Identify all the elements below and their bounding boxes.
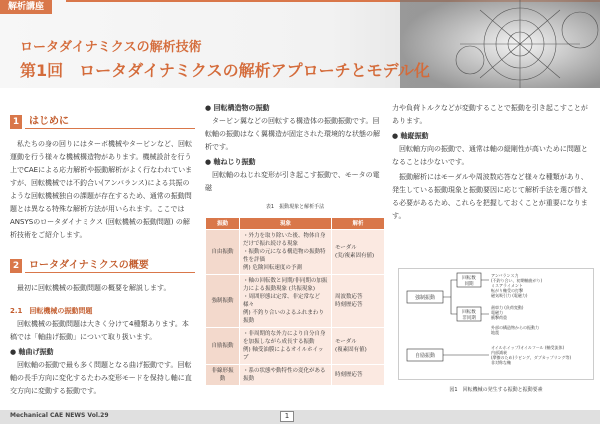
self-label: 自励振動: [414, 353, 436, 359]
subsection-paragraph: 回転機械の振動問題は大きく分けて4種類あります。本稿では「軸曲げ振動」について取り扱います。: [10, 320, 189, 341]
bending-paragraph: 回転軸の振動で最も多く問題となる曲げ振動です。回転軸の長手方向に変化するたわみ変形モードを保持し軸に直交方向に変動する振動です。: [10, 361, 192, 395]
rotating-structure-paragraph: タービン翼などの回転する構造体の振動振動です。回転軸の振動はなく翼構造が固定された環境的な状態の解析です。: [205, 117, 380, 151]
table-cell-method: モーダル (複素固有値): [332, 328, 385, 365]
async-item: 衝撃荷重: [491, 315, 507, 320]
subsection-title: 2.1 回転機械の振動問題: [10, 307, 93, 315]
table-caption: 表1 振動現象と解析手法: [265, 204, 325, 210]
column-middle: [205, 102, 385, 386]
table-cell-method: 周波数応答 時刻歴応答: [332, 275, 385, 328]
table-row: [206, 275, 385, 328]
table-cell-type: 非線形振動: [206, 365, 240, 386]
overview-paragraph: 最初に回転機械の振動問題の概要を解説します。: [17, 284, 171, 292]
table-row: [206, 365, 385, 386]
sync-label: 同期: [464, 282, 474, 287]
section-number: 1: [10, 115, 22, 129]
table-header: 解析: [332, 218, 385, 230]
table-cell-type: 自由振動: [206, 230, 240, 275]
publication-title: Mechanical CAE NEWS Vol.29: [10, 412, 109, 419]
section-heading-1: [10, 114, 195, 130]
table-cell-method: モーダル (実/複素固有値): [332, 230, 385, 275]
section-number: 2: [10, 259, 22, 273]
sync-item: 転がり軸受の打撃: [491, 288, 523, 293]
rot-label: 回転数: [462, 310, 476, 315]
category-tag: 解析講座: [0, 0, 52, 14]
table-header: 現象: [240, 218, 332, 230]
table-cell-desc: ・外力を取り除いた後、物体自身だけで振れ続ける現象 ・振動の元になる構造物の振動特性を評価 例) 危険回転速度の予測: [240, 230, 332, 275]
table-row: [206, 328, 385, 365]
async-label: 非同期: [462, 316, 476, 321]
table-cell-method: 時刻歴応答: [332, 365, 385, 386]
async-item: 電磁力: [491, 310, 503, 315]
sync-item: ミスアライメント: [491, 283, 523, 288]
analysis-paragraph: 振動解析にはモーダルや周波数応答など様々な種類があり、発生している振動現象と振動要因に応じて解析手法を選び替える必要があるため、これらを把握しておくことが重要になります。: [392, 173, 588, 220]
axial-paragraph: 回転軸方向の振動で、通常は軸の縦剛性が高いために問題となることは少ないです。: [392, 145, 588, 166]
section-heading-2: [10, 258, 195, 274]
forced-label: 強制振動: [414, 295, 436, 301]
async-item: 地震: [491, 330, 499, 335]
page-number: 1: [280, 411, 294, 422]
article-header: [0, 0, 600, 88]
diagram-canvas: [399, 269, 595, 381]
table-header: 振動: [206, 218, 240, 230]
section-title: ロータダイナミクスの概要: [25, 259, 195, 273]
bullet-heading: ● 回転構造物の振動: [205, 104, 270, 112]
vibration-diagram: [398, 268, 594, 380]
bullet-heading: ● 軸曲げ振動: [10, 348, 54, 356]
figure-caption: 図1 回転機械の発生する振動と振動要素: [449, 387, 543, 393]
self-item: 非対称な軸: [491, 360, 511, 365]
bullet-heading: ● 軸ねじり振動: [205, 158, 256, 166]
table-cell-desc: ・系の状態や動特性の変化がある振動: [240, 365, 332, 386]
sync-item: 磁気吸引力 (電磁力): [491, 293, 528, 298]
bullet-heading: ● 軸縦振動: [392, 132, 429, 140]
self-item: 内部減衰: [491, 350, 507, 355]
table-cell-type: 自励振動: [206, 328, 240, 365]
table-row: [206, 230, 385, 275]
section-title: はじめに: [25, 115, 195, 129]
vibration-table: [205, 217, 385, 386]
header-decoration-graphic: [400, 0, 600, 88]
page-footer: [0, 410, 600, 424]
self-item: (摩擦のため)ラビング、ダブカップリング等): [491, 355, 572, 360]
column-right: [392, 102, 592, 225]
table-cell-desc: ・軸の回転数と同期/非同期の加振力による振動現象 (共振現象) ・周囲形態は定常、非定常など様々 例) 不釣り合いのよるふれまわり振動: [240, 275, 332, 328]
column-left: [10, 102, 195, 400]
rot-label: 回転数: [462, 276, 476, 281]
intro-paragraph: 私たちの身の回りにはターボ機械やタービンなど、回転運動を行う様々な機械構造物があります。機械設計を行う上でCAEによる応力解析や振動解析がよく行なわれていますが、回転機械では不釣合い(アンバランス)による共振のような回転機械独自の課題が存在するため、通常の振動問題とは異なる特殊な解析方法が用いられます。ここではANSYSのロータダイナミクス (回転機械の振動問題) の解析技術をご紹介します。: [10, 140, 193, 239]
table-cell-desc: ・非周期的な外力により自分自身を加振しながら成長する振動 例) 軸受油膜によるオイルホイップ: [240, 328, 332, 365]
sync-item: (不釣り合い、初期軸曲がり): [491, 278, 543, 283]
table-cell-type: 強制振動: [206, 275, 240, 328]
async-item: 歯車力 (負荷変動): [491, 305, 524, 310]
article-title: 第1回 ロータダイナミクスの解析アプローチとモデル化: [20, 61, 430, 80]
sync-item: アンバランス力: [491, 273, 519, 278]
async-item: 外部の構造物からの振動力: [491, 325, 539, 330]
torsion-paragraph: 回転軸のねじれ変形が引き起こす振動で、モータの電磁: [205, 171, 380, 192]
series-title: ロータダイナミクスの解析技術: [20, 40, 202, 55]
torsion-continued-paragraph: 力や負荷トルクなどが変動することで振動を引き起こすことがあります。: [392, 104, 588, 125]
self-item: オイルホイップ/オイルフール (軸受流体): [491, 345, 565, 350]
